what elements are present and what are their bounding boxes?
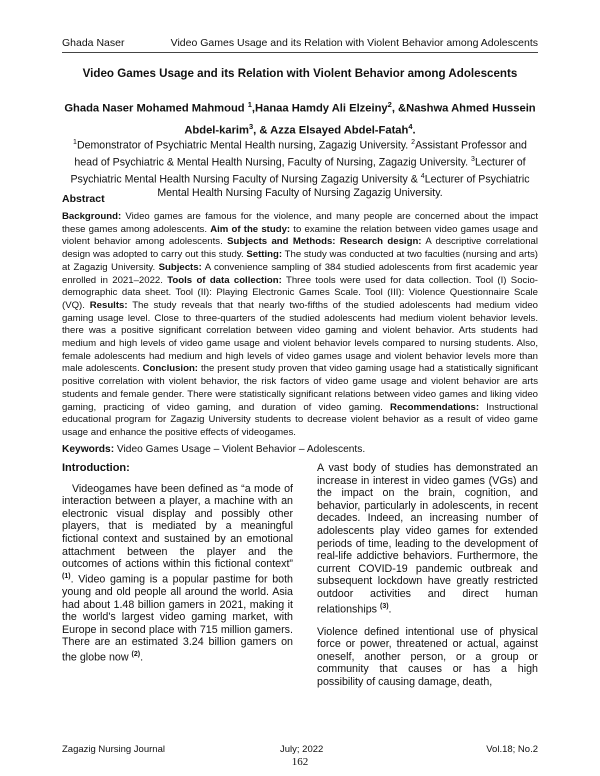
abstract-conclusion-label: Conclusion: [142,363,199,375]
right-column [317,462,538,689]
abstract-recommendations-text: Instructional educational program for Zagazig University students to decrease violent behavior as a result of video game usage and enhance the positive effects of videogames. [62,401,538,438]
author-2-sup: 2 [387,100,392,109]
citation-3: (3) [379,602,389,610]
footer-volume: Vol.18; No.2 [486,744,538,755]
running-header [62,37,538,51]
affil-3-sup: 3 [471,156,475,164]
abstract-methods-label: Subjects and Methods: Research design: [227,236,422,248]
abstract-results-text: The study reveals that that nearly two-fifths of the studied adolescents had medium video gaming usage level. Close to three-quarters of the studied adolescents had medium violent behavior levels. there was a positive significant correlation between video gaming and violent behavior. Arts students had medium and high levels of video game usage and violent behavior levels compared to nursing students. Also, female adolescents had medium and high levels of video games usage and violent behavior levels more than male adolescents. [62,299,538,375]
affil-4-sup: 4 [420,173,425,181]
affil-2-sup: 2 [411,139,416,146]
affil-2: Assistant Professor and head of Psychiatric & Mental Health Nursing, Faculty of Nursing, Zagazig University. [74,139,527,169]
abstract-setting-text: The study was conducted at two faculties (nursing and arts) at Zagazig University. [62,249,538,273]
paper-title: Video Games Usage and its Relation with Violent Behavior among Adolescents [82,67,518,80]
page-number: 162 [291,756,309,768]
abstract-conclusion-text: the present study proven that video gaming usage had a statistically significant positive correlation with violent behavior, the risk factors of video game usage and violent behavior are arts students and female gender. There were statistically significant relations between video games and liking video gaming, practicing of video gaming, and duration of video gaming. [62,363,538,413]
affil-3: Lecturer of Psychiatric Mental Health Nursing Faculty of Nursing Zagazig University & [70,156,526,186]
abstract-aim-label: Aim of the study: [210,223,291,235]
abstract-heading: Abstract [62,193,105,205]
author-3: , &Nashwa Ahmed Hussein Abdel-karim [184,102,536,137]
intro-paragraph-3: Violence defined intentional use of physical force or power, threatened or actual, against oneself, another person, or a group or community that causes or has a high possibility of causing damage, death, [317,625,538,689]
intro-p2-text-b: . [388,603,392,616]
abstract-background-label: Background: [62,211,122,222]
abstract-recommendations-label: Recommendations: [390,401,480,413]
affil-1-sup: 1 [73,139,77,146]
abstract-subjects-label: Subjects: [158,261,202,273]
author-3-sup: 3 [248,121,254,131]
abstract-aim-text: to examine the relation between video games usage and violent behavior among adolescents. [62,223,538,248]
keywords-text: Video Games Usage – Violent Behavior – Adolescents. [114,444,366,455]
author-list-end: . [412,124,416,137]
author-4-sup: 4 [408,121,413,131]
keywords-label: Keywords: [62,444,115,455]
abstract-body [62,211,538,440]
introduction-heading: Introduction: [62,462,130,474]
intro-p1-text-a: Videogames have been defined as “a mode of interaction between a player, a machine with an electronic visual display and possibly other players, that is mediated by a meaningful fictional context and sustained by an emotional attachment between the player and the outcomes of actions within this fictional context” [62,482,293,571]
intro-p1-text-c: . [140,651,144,664]
keywords [62,444,538,455]
author-1: Ghada Naser Mohamed Mahmoud [64,102,245,115]
author-2: ,Hanaa Hamdy Ali Elzeiny [251,102,388,115]
footer-date: July; 2022 [280,744,324,755]
abstract-methods-text: A descriptive correlational design was adopted to carry out this study. [62,236,538,261]
abstract-background-text: Video games are famous for the violence, and many people are concerned about the impact these games among adolescents. [62,211,538,235]
affil-1: Demonstrator of Psychiatric Mental Health nursing, Zagazig University. [76,139,412,152]
author-1-sup: 1 [247,100,252,109]
abstract-subjects-text: A convenience sampling of 384 studied adolescents from first academic year enrolled in 2021–2022. [62,261,538,286]
intro-paragraph-2 [317,462,538,616]
intro-p2-text-a: A vast body of studies has demonstrated an increase in interest in video games (VGs) and the impact on the brain, cognition, and behavior, particularly in adolescents, in recent decades. Indeed, an increasing number of adolescents play video games for extended periods of time, leading to the development of real-life addictive behaviors. Furthermore, the current COVID-19 pandemic outbreak and subsequent lockdown have greatly restricted outdoor activities and direct human relationships [317,462,538,616]
abstract-results-label: Results: [89,299,128,311]
abstract-tools-text: Three tools were used for data collection. Tool (I) Socio-demographic data sheet. Tool (II): Playing Electronic Games Scale. Tool (III): Violence Questionnaire Scale (VQ). [62,274,538,311]
author-4: , & Azza Elsayed Abdel-Fatah [253,124,409,137]
author-list [62,96,538,139]
affil-4: Lecturer of Psychiatric Mental Health Nursing Faculty of Nursing Zagazig University. [157,173,530,200]
header-divider [62,52,538,53]
intro-paragraph-1 [62,483,293,664]
header-author: Ghada Naser [62,37,125,49]
intro-p1-text-b: . Video gaming is a popular pastime for both young and old people all around the world. Asia had about 1.48 billion gamers in 2021, making it the world's largest video gaming market, with Europe in second place with 715 million gamers. There are an estimated 3.24 billion gamers on the globe now [62,573,293,664]
citation-2: (2) [131,650,141,658]
left-column [62,462,293,664]
header-running-title: Video Games Usage and its Relation with Violent Behavior among Adolescents [170,37,538,49]
abstract-setting-label: Setting: [246,249,283,261]
citation-1: (1) [62,572,71,580]
affiliations [62,136,538,201]
footer-journal: Zagazig Nursing Journal [62,744,165,755]
abstract-tools-label: Tools of data collection: [167,274,282,286]
